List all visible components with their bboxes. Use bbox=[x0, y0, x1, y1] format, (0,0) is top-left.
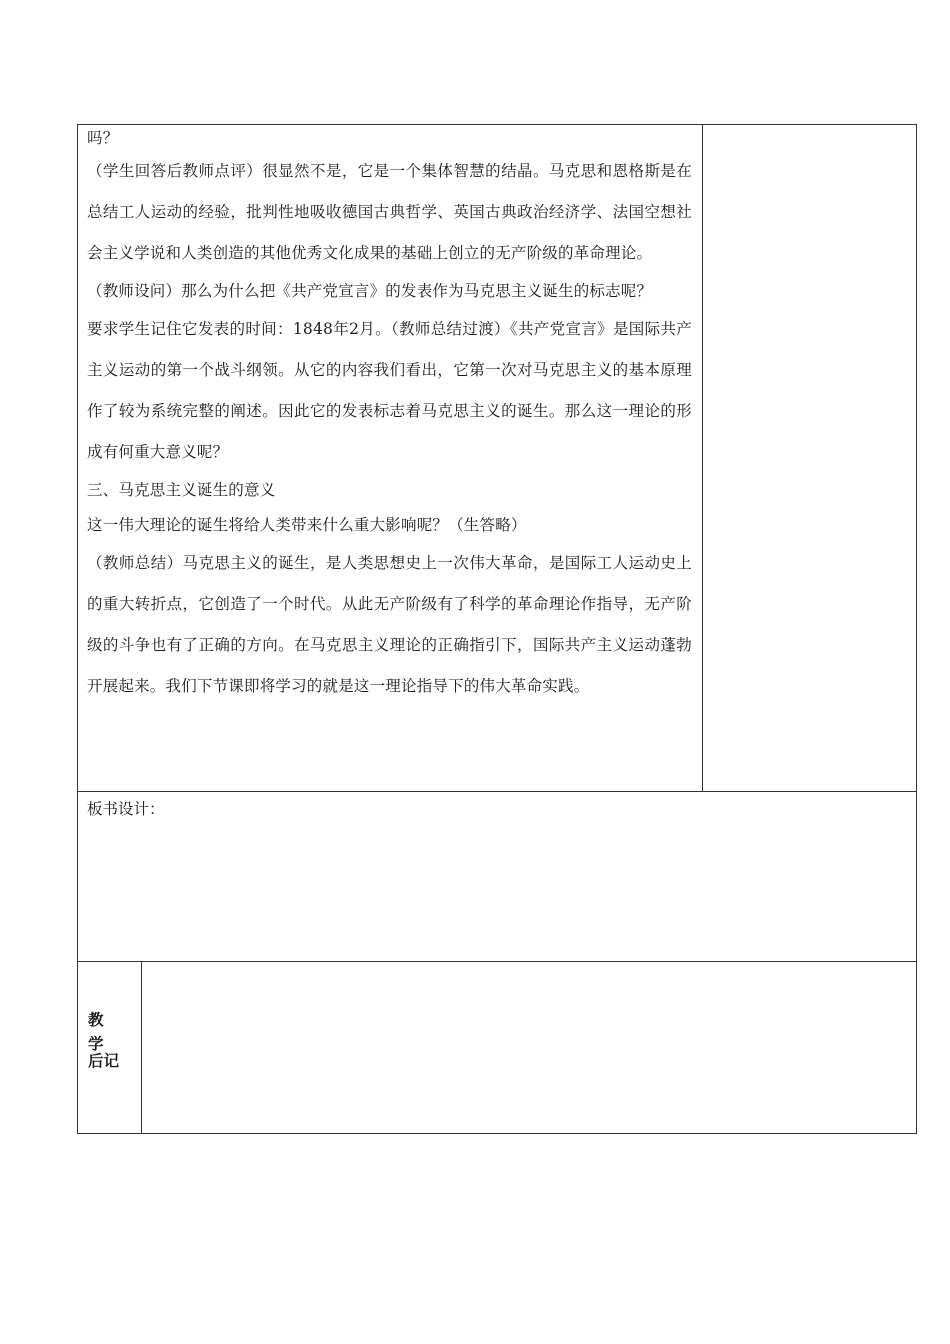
lesson-paragraph: （学生回答后教师点评）很显然不是，它是一个集体智慧的结晶。马克思和恩格斯是在总结工人运动的经验，批判性地吸收德国古典哲学、英国古典政治经济学、法国空想社会主义学说和人类创造的其他优秀文化成果的基础上创立的无产阶级的革命理论。 bbox=[87, 162, 692, 262]
teaching-notes-label-line1: 教学 bbox=[88, 1010, 118, 1053]
board-design-label: 板书设计： bbox=[87, 800, 165, 818]
teaching-notes-label-cell bbox=[78, 962, 142, 1133]
lesson-paragraph: 这一伟大理论的诞生将给人类带来什么重大影响呢？（生答略） bbox=[87, 516, 527, 534]
teaching-notes-content-cell bbox=[142, 962, 916, 1133]
side-notes-cell bbox=[703, 125, 916, 791]
teaching-notes-row bbox=[78, 962, 916, 1133]
lesson-paragraph: （教师总结）马克思主义的诞生，是人类思想史上一次伟大革命，是国际工人运动史上的重大转折点，它创造了一个时代。从此无产阶级有了科学的革命理论作指导，无产阶级的斗争也有了正确的方向。在马克思主义理论的正确指引下，国际共产主义运动蓬勃开展起来。我们下节课即将学习的就是这一理论指导下的伟大革命实践。 bbox=[87, 554, 692, 695]
lesson-plan-table bbox=[77, 124, 917, 1134]
lesson-paragraph: （教师设问）那么为什么把《共产党宣言》的发表作为马克思主义诞生的标志呢？ bbox=[87, 282, 653, 300]
lesson-paragraph: 吗？ bbox=[87, 129, 119, 147]
lesson-paragraph: 要求学生记住它发表的时间：1848年2月。（教师总结过渡）《共产党宣言》是国际共产主义运动的第一个战斗纲领。从它的内容我们看出，它第一次对马克思主义的基本原理作了较为系统完整的阐述。因此它的发表标志着马克思主义的诞生。那么这一理论的形成有何重大意义呢？ bbox=[87, 320, 692, 461]
board-design-row bbox=[78, 791, 916, 962]
lesson-content-row bbox=[78, 125, 916, 792]
lesson-content-cell bbox=[78, 125, 703, 791]
teaching-notes-label-line2: 后记 bbox=[88, 1051, 120, 1070]
section-heading: 三、马克思主义诞生的意义 bbox=[87, 481, 276, 499]
